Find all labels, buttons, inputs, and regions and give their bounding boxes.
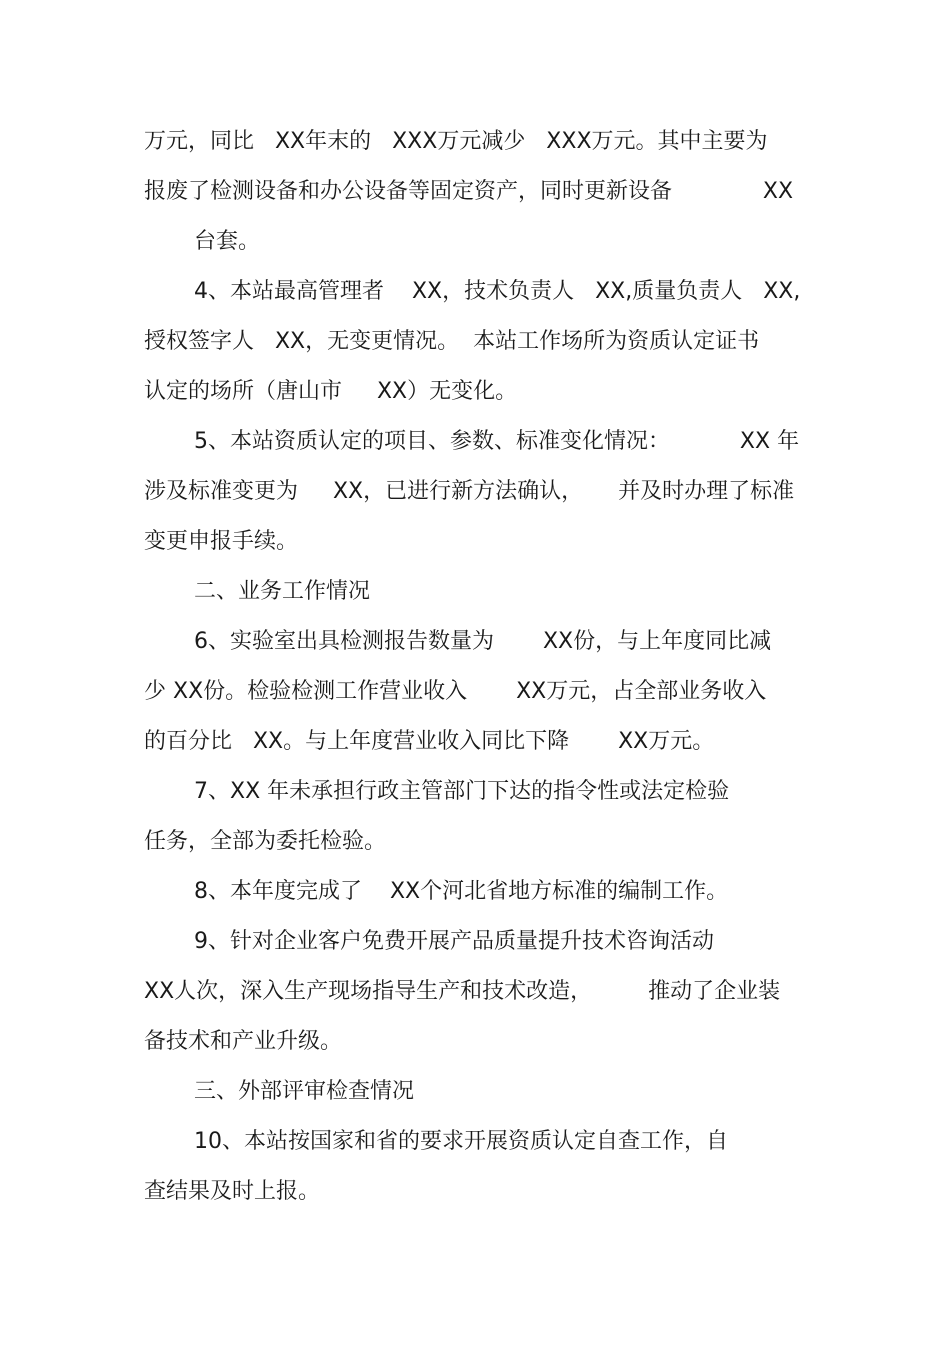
paragraph-line-4: 4、本站最高管理者 XX，技术负责人 XX,质量负责人 XX, [194,279,801,304]
paragraph-line-3: 台套。 [194,229,261,254]
paragraph-line-14: 7、XX 年未承担行政主管部门下达的指令性或法定检验 [194,779,730,804]
paragraph-line-16: 8、本年度完成了 XX个河北省地方标准的编制工作。 [194,879,729,904]
paragraph-line-9: 变更申报手续。 [144,529,299,554]
paragraph-line-18: XX人次，深入生产现场指导生产和技术改造， 推动了企业装 [144,979,781,1004]
paragraph-line-19: 备技术和产业升级。 [144,1029,343,1054]
paragraph-line-22: 查结果及时上报。 [144,1179,321,1204]
paragraph-line-11: 6、实验室出具检测报告数量为 XX份，与上年度同比减 [194,629,772,654]
paragraph-line-2: 报废了检测设备和办公设备等固定资产，同时更新设备 XX [144,179,794,204]
paragraph-line-1: 万元，同比 XX年末的 XXX万元减少 XXX万元。其中主要为 [144,129,768,154]
paragraph-line-21: 10、本站按国家和省的要求开展资质认定自查工作，自 [194,1129,728,1154]
section-heading-business: 二、业务工作情况 [194,579,371,604]
paragraph-line-17: 9、针对企业客户免费开展产品质量提升技术咨询活动 [194,929,714,954]
paragraph-line-7: 5、本站资质认定的项目、参数、标准变化情况： XX 年 [194,429,800,454]
paragraph-line-5: 授权签字人 XX，无变更情况。 本站工作场所为资质认定证书 [144,329,760,354]
paragraph-line-13: 的百分比 XX。与上年度营业收入同比下降 XX万元。 [144,729,715,754]
paragraph-line-6: 认定的场所（唐山市 XX）无变化。 [144,379,518,404]
section-heading-external-review: 三、外部评审检查情况 [194,1079,415,1104]
paragraph-line-12: 少 XX份。检验检测工作营业收入 XX万元，占全部业务收入 [144,679,767,704]
paragraph-line-8: 涉及标准变更为 XX，已进行新方法确认， 并及时办理了标准 [144,479,795,504]
paragraph-line-15: 任务，全部为委托检验。 [144,829,387,854]
